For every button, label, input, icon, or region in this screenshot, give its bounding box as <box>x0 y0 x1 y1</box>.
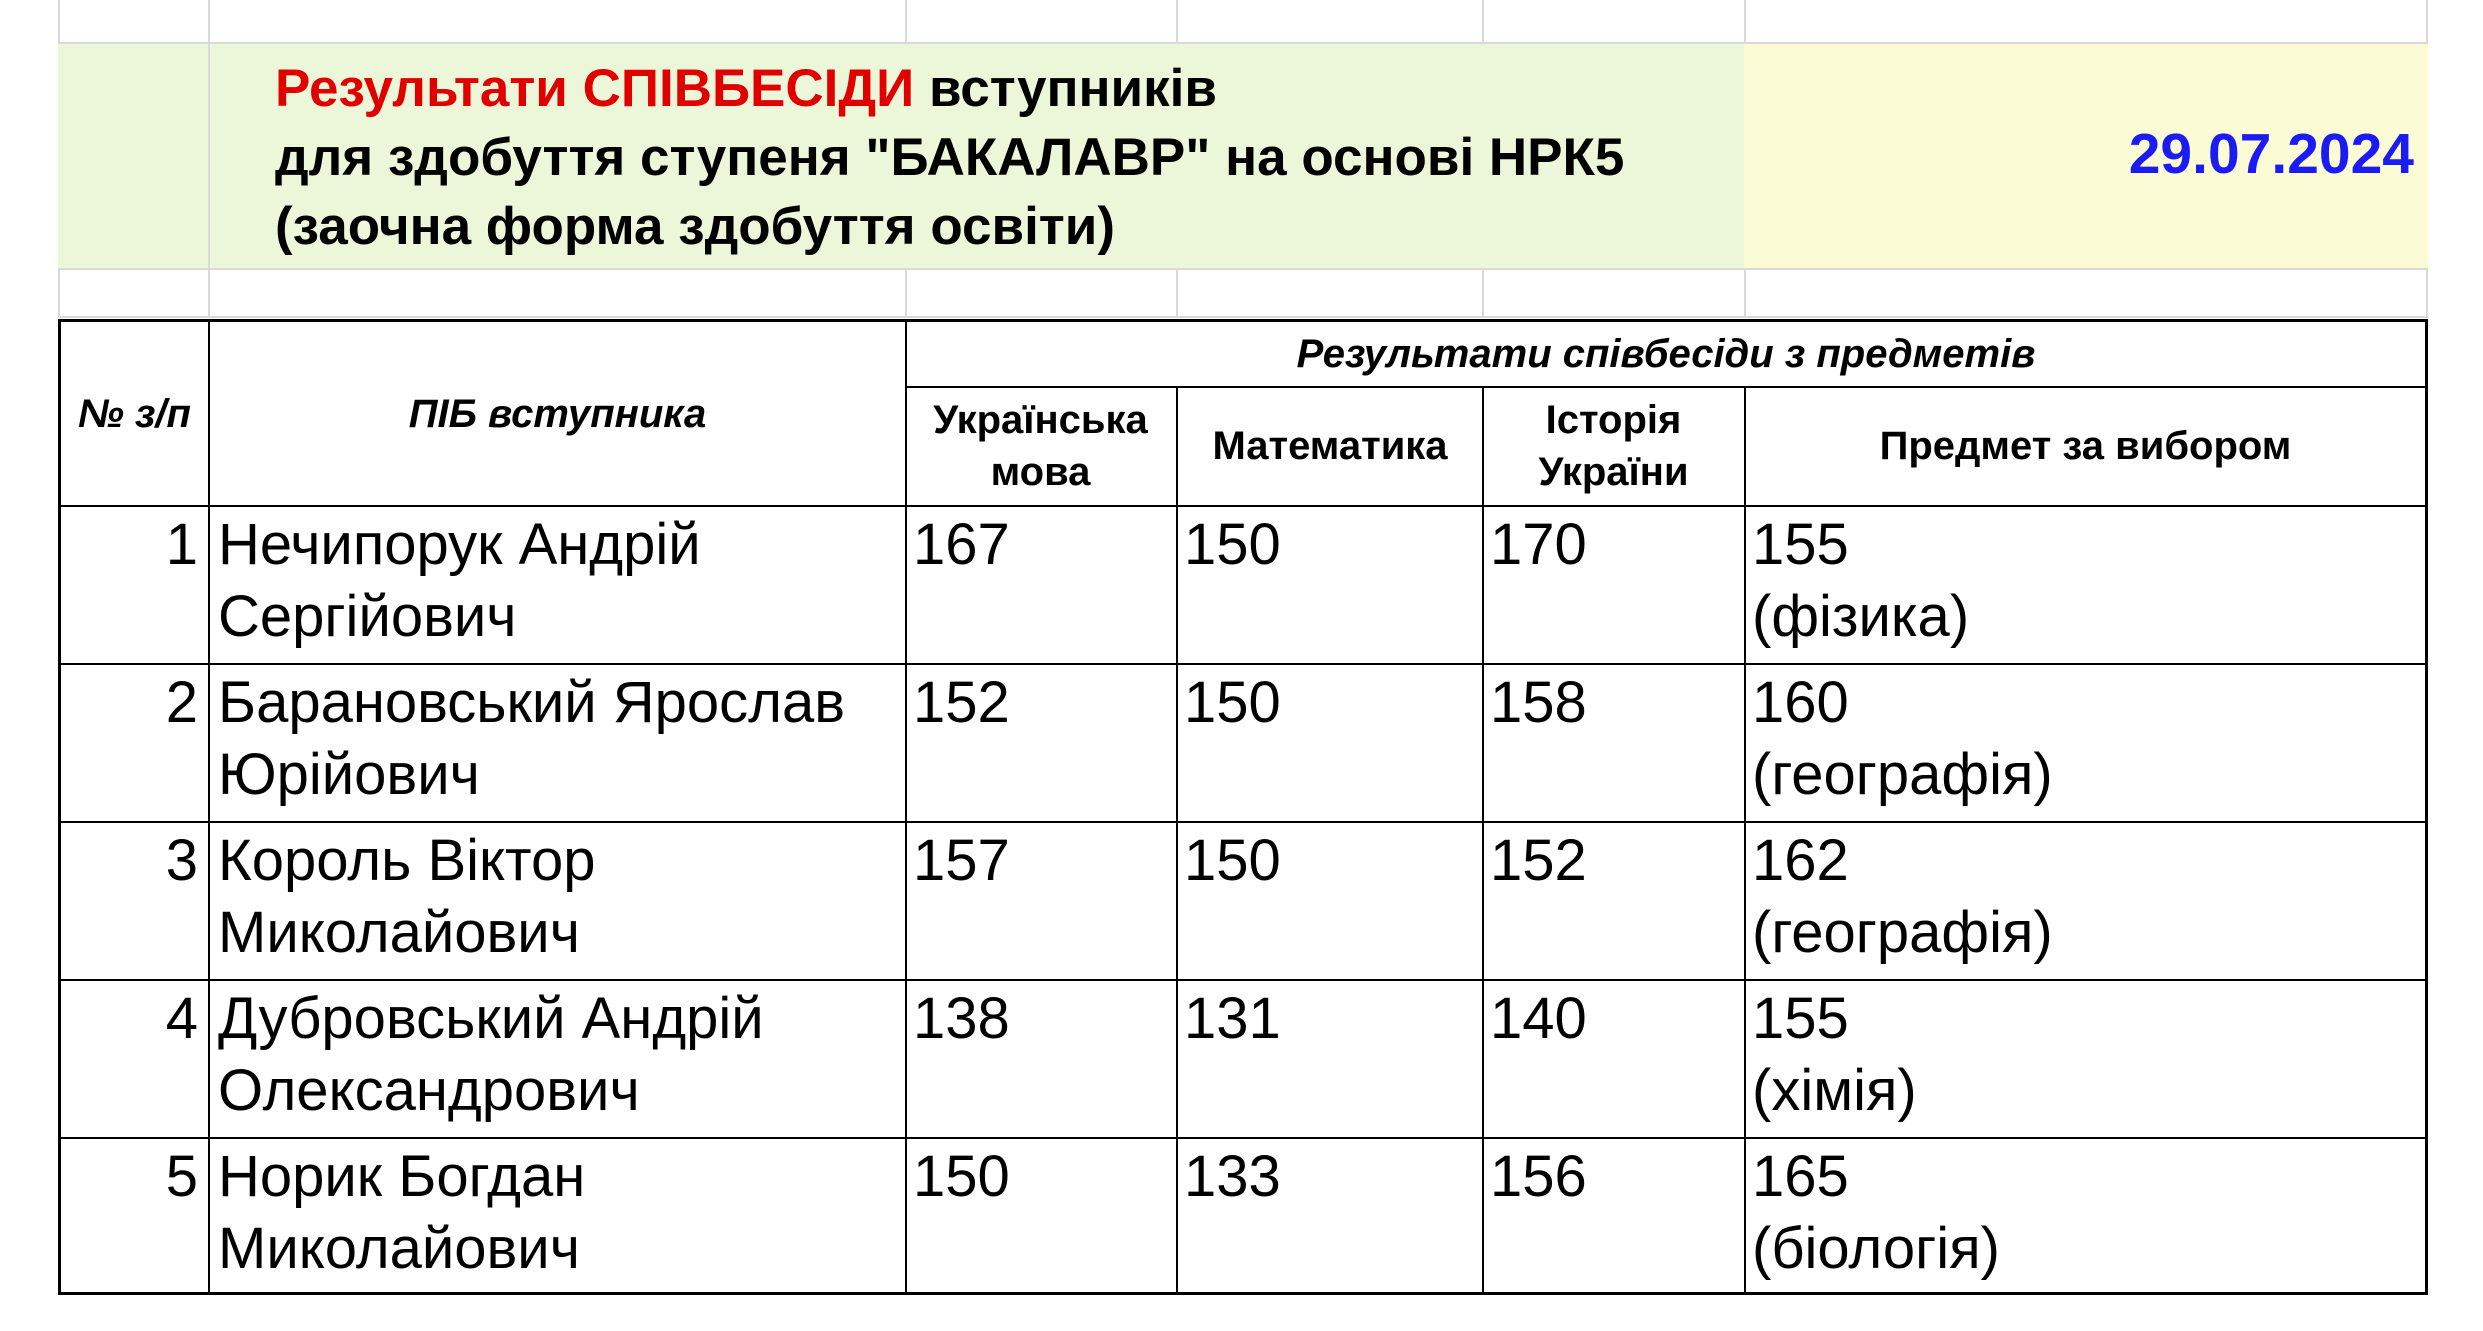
score-history: 158 <box>1490 670 1587 735</box>
table-border <box>1482 386 1484 1292</box>
table-border <box>61 663 2425 665</box>
table-border <box>1744 386 1746 1292</box>
row-number: 3 <box>165 828 198 893</box>
column-header-history: Історія України <box>1538 398 1689 494</box>
gridline <box>905 0 907 44</box>
score-ukrainian: 157 <box>913 828 1010 893</box>
applicant-name: Нечипорук Андрій Сергійович <box>218 512 701 649</box>
score-elective: 155 (хімія) <box>1752 986 1917 1123</box>
row-number: 5 <box>165 1144 198 1209</box>
row-number: 1 <box>165 512 198 577</box>
table-border <box>61 821 2425 823</box>
table-border <box>61 1137 2425 1139</box>
applicant-name: Норик Богдан Миколайович <box>218 1144 586 1281</box>
table-border <box>61 979 2425 981</box>
score-history: 140 <box>1490 986 1587 1051</box>
page-title <box>275 54 1735 261</box>
gridline <box>1482 0 1484 44</box>
score-history: 156 <box>1490 1144 1587 1209</box>
gridline <box>1744 268 1746 318</box>
gridline <box>1482 268 1484 318</box>
column-header-ukrainian: Українська мова <box>933 398 1148 494</box>
score-history: 170 <box>1490 512 1587 577</box>
title-line2: для здобуття ступеня "БАКАЛАВР" на основі НРК5 <box>275 128 1625 187</box>
title-highlight: Результати СПІВБЕСІДИ <box>275 59 915 118</box>
gridline <box>58 316 2428 318</box>
applicant-name: Барановський Ярослав Юрійович <box>218 670 846 807</box>
score-elective: 160 (географія) <box>1752 670 2053 807</box>
applicant-name: Король Віктор Миколайович <box>218 828 596 965</box>
table-border <box>905 322 907 1292</box>
gridline <box>1176 268 1178 318</box>
table-border <box>905 386 2428 388</box>
row-number: 2 <box>165 670 198 735</box>
score-math: 131 <box>1184 986 1281 1051</box>
score-ukrainian: 152 <box>913 670 1010 735</box>
gridline <box>58 268 2428 270</box>
gridline <box>58 268 60 318</box>
report-date: 29.07.2024 <box>2128 122 2414 186</box>
row-number: 4 <box>165 986 198 1051</box>
score-ukrainian: 150 <box>913 1144 1010 1209</box>
score-history: 152 <box>1490 828 1587 893</box>
gridline <box>905 268 907 318</box>
score-math: 150 <box>1184 670 1281 735</box>
gridline <box>2426 0 2428 44</box>
table-border <box>1176 386 1178 1292</box>
score-ukrainian: 138 <box>913 986 1010 1051</box>
column-header-name: ПІБ вступника <box>408 392 707 436</box>
column-header-number: № з/п <box>78 392 191 436</box>
score-ukrainian: 167 <box>913 512 1010 577</box>
applicant-name: Дубровський Андрій Олександрович <box>218 986 764 1123</box>
score-math: 150 <box>1184 512 1281 577</box>
gridline <box>58 0 60 44</box>
title-line3: (заочна форма здобуття освіти) <box>275 197 1115 256</box>
gridline <box>2426 268 2428 318</box>
column-header-elective: Предмет за вибором <box>1879 424 2292 468</box>
score-math: 133 <box>1184 1144 1281 1209</box>
gridline <box>208 0 210 44</box>
score-elective: 155 (фізика) <box>1752 512 1970 649</box>
column-header-math: Математика <box>1212 424 1448 468</box>
score-elective: 162 (географія) <box>1752 828 2053 965</box>
score-math: 150 <box>1184 828 1281 893</box>
group-header-results: Результати співбесіди з предметів <box>1296 332 2036 376</box>
table-border <box>61 505 2425 507</box>
table-border <box>208 322 210 1292</box>
header-band <box>58 44 2428 268</box>
title-line1-rest: вступників <box>914 59 1217 118</box>
results-table <box>58 319 2428 1295</box>
gridline <box>1176 0 1178 44</box>
gridline <box>1744 0 1746 44</box>
score-elective: 165 (біологія) <box>1752 1144 2000 1281</box>
gridline <box>208 268 210 318</box>
gridline <box>208 44 210 268</box>
